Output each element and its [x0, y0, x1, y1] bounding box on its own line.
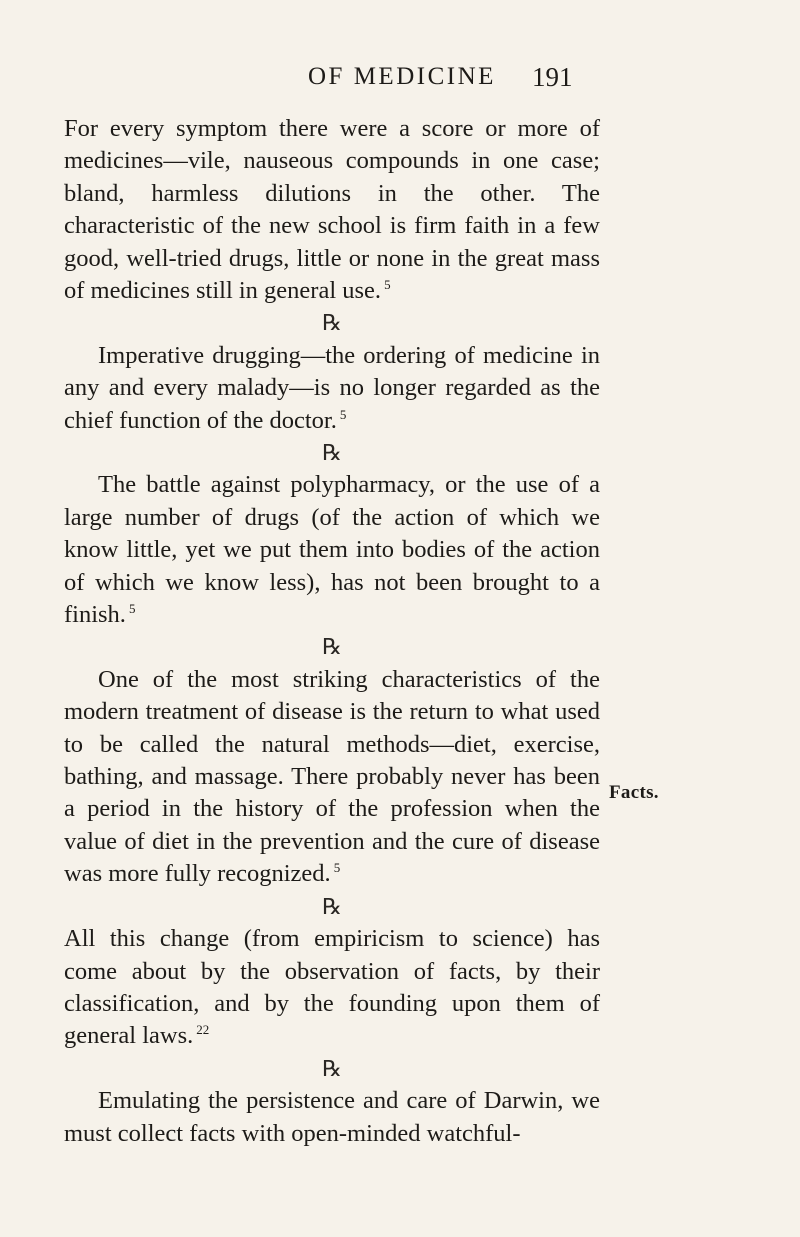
- margin-note: Facts.: [609, 782, 659, 803]
- footnote-ref: 5: [128, 601, 136, 617]
- prescription-symbol-icon: ℞: [322, 310, 342, 336]
- running-title: OF MEDICINE: [308, 63, 496, 90]
- prescription-symbol-icon: ℞: [322, 440, 342, 466]
- paragraph-4: One of the most striking characteristics of the modern treatment of disease is the return to what used to be called the natural methods—diet, exercise, bathing, and massage. There probably never has been a period in the history of the profession when the value of diet in the prevention and the cure of disease was more fully recognized. $^5$: [64, 665, 600, 888]
- paragraph-5: All this change (from empiricism to science) has come about by the observation of facts, by their classification, and by the founding upon them of general laws. $^{22}$: [64, 925, 600, 1050]
- page-number: 191: [532, 62, 573, 92]
- footnote-ref: 5: [333, 860, 341, 876]
- prescription-symbol-icon: ℞: [322, 1055, 342, 1081]
- paragraph-6: Emulating the persistence and care of Darwin, we must collect facts with open-minded watchful-: [64, 1087, 600, 1147]
- prescription-symbol-icon: ℞: [322, 893, 342, 919]
- footnote-ref: 22: [196, 1022, 210, 1038]
- paragraph-1: For every symptom there were a score or more of medicines—vile, nauseous compounds in one case; bland, harmless dilutions in the other. The characteristic of the new school is firm faith in a few good, well-tried drugs, little or none in the great mass of medicines still in general use. $^5$: [64, 115, 600, 305]
- footnote-ref: 5: [339, 406, 347, 422]
- main-text: [64, 113, 600, 1150]
- prescription-symbol-icon: ℞: [322, 634, 342, 660]
- paragraph-2: Imperative drugging—the ordering of medicine in any and every malady—is no longer regarded as the chief function of the doctor. $^5$: [64, 341, 600, 434]
- page-header: [0, 62, 800, 98]
- paragraph-3: The battle against polypharmacy, or the use of a large number of drugs (of the action of which we know little, yet we put them into bodies of the action of which we know less), has not been brought to a finish. $^5$: [64, 471, 600, 629]
- footnote-ref: 5: [384, 277, 391, 293]
